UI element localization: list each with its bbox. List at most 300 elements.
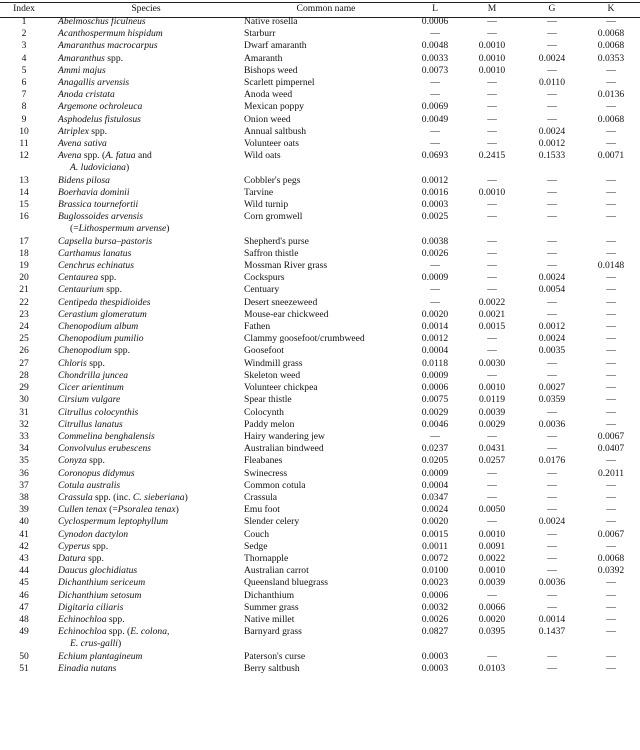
row-common-name: Starburr — [244, 28, 276, 40]
column-header-g: G — [548, 3, 556, 14]
species-line — [58, 284, 122, 295]
row-species — [48, 284, 244, 296]
row-species — [48, 333, 244, 345]
species-name-part: Cicer arientinum — [58, 382, 124, 394]
row-value-k: 0.0068 — [597, 552, 625, 564]
species-name-part: Bidens pilosa — [58, 174, 110, 186]
species-line — [58, 516, 168, 527]
row-value-l: — — [430, 296, 440, 308]
table-row — [0, 602, 640, 614]
row-value-g: — — [547, 369, 557, 381]
species-name-part: Citrullus lanatus — [58, 418, 123, 430]
row-common-name: Colocynth — [244, 406, 284, 418]
column-header-index: Index — [13, 3, 35, 14]
species-line — [58, 382, 124, 393]
row-value-g: — — [547, 565, 557, 577]
row-value-m: — — [487, 89, 497, 101]
row-common-name: Native millet — [244, 613, 295, 625]
row-value-l: 0.0016 — [421, 186, 449, 198]
row-common-name: Windmill grass — [244, 357, 303, 369]
table-row — [0, 468, 640, 480]
row-common-name: Scarlett pimpernel — [244, 77, 315, 89]
row-species — [48, 175, 244, 187]
row-value-l: 0.0347 — [421, 491, 449, 503]
row-value-g: — — [547, 186, 557, 198]
row-value-l: 0.0237 — [421, 443, 449, 455]
row-value-k: — — [606, 394, 616, 406]
table-row — [0, 187, 640, 199]
row-species — [48, 236, 244, 248]
row-common-name: Clammy goosefoot/crumbweed — [244, 333, 365, 345]
row-value-l: 0.0024 — [421, 504, 449, 516]
species-line — [58, 455, 105, 466]
row-value-l: 0.0011 — [421, 540, 449, 552]
row-common-name: Skeleton weed — [244, 369, 301, 381]
row-common-name: Crassula — [244, 491, 278, 503]
row-value-l: 0.0033 — [421, 52, 449, 64]
table-row — [0, 89, 640, 101]
row-index: 41 — [19, 528, 29, 540]
row-common-name: Australian bindweed — [244, 443, 324, 455]
row-index: 21 — [19, 284, 29, 296]
row-value-k: — — [606, 662, 616, 674]
row-value-m: — — [487, 491, 497, 503]
table-row — [0, 358, 640, 370]
row-species — [48, 541, 244, 553]
row-value-g: 0.0024 — [538, 52, 566, 64]
species-line — [58, 309, 147, 320]
species-table — [0, 2, 640, 675]
row-value-k: — — [606, 577, 616, 589]
row-value-k: — — [606, 321, 616, 333]
row-index: 28 — [19, 369, 29, 381]
table-row — [0, 211, 640, 235]
row-value-g: 0.0054 — [538, 284, 566, 296]
row-value-m: 0.0021 — [478, 308, 506, 320]
row-value-l: — — [430, 260, 440, 272]
row-value-m: — — [487, 345, 497, 357]
row-species — [48, 565, 244, 577]
row-value-l: 0.0032 — [421, 601, 449, 613]
table-row — [0, 236, 640, 248]
row-common-name: Wild turnip — [244, 199, 289, 211]
row-value-g: — — [547, 211, 557, 223]
table-row — [0, 504, 640, 516]
row-value-l: 0.0009 — [421, 467, 449, 479]
row-index: 39 — [19, 504, 29, 516]
species-line — [58, 614, 125, 625]
column-header-k: K — [607, 3, 615, 14]
row-value-m: 0.0103 — [478, 662, 506, 674]
row-value-g: — — [547, 479, 557, 491]
row-index: 23 — [19, 308, 29, 320]
table-row — [0, 370, 640, 382]
row-value-m: 0.0010 — [478, 40, 506, 52]
row-value-g: — — [547, 467, 557, 479]
row-index: 30 — [19, 394, 29, 406]
species-name-part: and — [135, 150, 152, 162]
row-value-m: 0.0431 — [478, 443, 506, 455]
row-value-l: 0.0003 — [421, 662, 449, 674]
row-value-g: 0.0036 — [538, 577, 566, 589]
row-index: 10 — [19, 125, 29, 137]
table-row — [0, 431, 640, 443]
row-common-name: Dwarf amaranth — [244, 40, 307, 52]
row-species — [48, 590, 244, 602]
row-value-l: 0.0069 — [421, 101, 449, 113]
row-common-name: Cockspurs — [244, 272, 285, 284]
row-index: 1 — [21, 16, 27, 27]
row-value-k: — — [606, 345, 616, 357]
species-name-part: , — [167, 626, 170, 638]
row-species — [48, 40, 244, 52]
row-value-m: — — [487, 138, 497, 150]
row-value-k: — — [606, 626, 616, 638]
species-line — [58, 480, 120, 491]
row-value-l: — — [430, 125, 440, 137]
species-name-part: ) — [184, 491, 188, 503]
species-line — [58, 40, 158, 51]
row-common-name: Saffron thistle — [244, 247, 299, 259]
row-value-m: — — [487, 333, 497, 345]
row-species — [48, 126, 244, 138]
species-name-part: Echinochloa — [58, 613, 107, 625]
species-name-part: Capsella bursa–pastoris — [58, 235, 153, 247]
species-name-part: Argemone ochroleuca — [58, 101, 143, 113]
row-value-g: — — [547, 504, 557, 516]
species-line — [58, 260, 134, 271]
species-name-part: Dichanthium setosum — [58, 589, 142, 601]
table-row — [0, 614, 640, 626]
row-value-l: 0.0072 — [421, 552, 449, 564]
species-line — [58, 419, 123, 430]
species-name-part: spp. — [89, 540, 109, 552]
row-value-k: 0.0353 — [597, 52, 625, 64]
species-line — [58, 89, 115, 100]
row-value-l: 0.0012 — [421, 174, 449, 186]
row-species — [48, 77, 244, 89]
row-value-m: — — [487, 589, 497, 601]
species-line — [58, 529, 128, 540]
species-line — [58, 199, 138, 210]
species-name-part: Abelmoschus ficulneus — [58, 16, 146, 27]
species-line — [58, 28, 163, 39]
species-name-part: Brassica tournefortii — [58, 199, 139, 211]
row-common-name: Volunteer oats — [244, 138, 299, 150]
species-name-part: ) — [117, 638, 122, 650]
row-value-l: 0.0693 — [421, 150, 449, 162]
row-index: 2 — [21, 28, 27, 40]
row-value-k: 0.0067 — [597, 430, 625, 442]
row-value-k: — — [606, 186, 616, 198]
row-value-k: — — [606, 369, 616, 381]
row-index: 35 — [19, 455, 29, 467]
species-line — [58, 553, 104, 564]
species-name-part: ) — [175, 504, 179, 516]
row-value-g: — — [547, 662, 557, 674]
table-row — [0, 394, 640, 406]
row-value-k: — — [606, 479, 616, 491]
row-value-k: 0.0068 — [597, 113, 625, 125]
species-line — [58, 236, 152, 247]
species-line-continued — [58, 162, 244, 174]
row-value-k: — — [606, 174, 616, 186]
row-common-name: Shepherd's purse — [244, 235, 309, 247]
row-value-l: 0.0004 — [421, 345, 449, 357]
column-header-species: Species — [131, 3, 161, 14]
row-index: 46 — [19, 589, 29, 601]
row-value-m: 0.0257 — [478, 455, 506, 467]
row-value-l: 0.0038 — [421, 235, 449, 247]
table-row — [0, 492, 640, 504]
row-index: 16 — [19, 211, 29, 223]
row-common-name: Summer grass — [244, 601, 299, 613]
table-row — [0, 126, 640, 138]
row-species — [48, 150, 244, 174]
row-value-l: 0.0205 — [421, 455, 449, 467]
row-species — [48, 199, 244, 211]
row-value-m: — — [487, 516, 497, 528]
row-value-k: — — [606, 308, 616, 320]
species-line — [58, 150, 152, 161]
row-index: 12 — [19, 150, 29, 162]
species-line — [58, 321, 138, 332]
row-common-name: Annual saltbush — [244, 125, 307, 137]
row-value-g: 0.1533 — [538, 150, 566, 162]
row-value-m: 0.0066 — [478, 601, 506, 613]
row-value-g: 0.0012 — [538, 321, 566, 333]
row-value-l: — — [430, 138, 440, 150]
row-value-g: — — [547, 552, 557, 564]
row-value-k: 0.0067 — [597, 528, 625, 540]
row-value-l: 0.0029 — [421, 406, 449, 418]
species-name-part: ) — [166, 223, 170, 235]
row-value-m: 0.0010 — [478, 528, 506, 540]
row-species — [48, 443, 244, 455]
row-index: 31 — [19, 406, 29, 418]
row-value-g: — — [547, 357, 557, 369]
row-value-m: 0.0091 — [478, 540, 506, 552]
row-index: 22 — [19, 296, 29, 308]
row-value-k: — — [606, 455, 616, 467]
row-species — [48, 309, 244, 321]
species-name-part: Acanthospermum hispidum — [58, 28, 163, 40]
row-value-m: — — [487, 77, 497, 89]
species-name-part: Ammi majus — [58, 64, 106, 76]
row-index: 4 — [21, 52, 27, 64]
row-value-m: — — [487, 272, 497, 284]
species-name-part: Cotula australis — [58, 479, 121, 491]
row-value-k: — — [606, 613, 616, 625]
row-common-name: Barnyard grass — [244, 626, 302, 638]
row-value-g: — — [547, 40, 557, 52]
species-line — [58, 651, 142, 662]
table-row — [0, 565, 640, 577]
row-value-m: — — [487, 174, 497, 186]
table-row — [0, 480, 640, 492]
row-value-l: 0.0020 — [421, 308, 449, 320]
row-value-g: 0.1437 — [538, 626, 566, 638]
table-row — [0, 77, 640, 89]
table-row — [0, 419, 640, 431]
row-species — [48, 504, 244, 516]
row-common-name: Tarvine — [244, 186, 274, 198]
row-common-name: Fathen — [244, 321, 271, 333]
species-name-part: Asphodelus fistulosus — [58, 113, 141, 125]
row-common-name: Fleabanes — [244, 455, 283, 467]
species-name-part: Chondrilla juncea — [58, 369, 129, 381]
row-value-l: 0.0003 — [421, 199, 449, 211]
species-name-part: Centaurea — [58, 272, 99, 284]
row-value-l: 0.0009 — [421, 369, 449, 381]
species-line — [58, 492, 188, 503]
table-row — [0, 651, 640, 663]
row-value-k: — — [606, 296, 616, 308]
row-value-l: — — [430, 77, 440, 89]
table-row — [0, 101, 640, 113]
species-name-part: spp. — [86, 455, 105, 467]
row-value-l: 0.0025 — [421, 211, 449, 223]
row-index: 20 — [19, 272, 29, 284]
row-index: 42 — [19, 540, 29, 552]
row-value-m: 0.0050 — [478, 504, 506, 516]
species-line — [58, 114, 141, 125]
species-line — [58, 138, 107, 149]
row-index: 24 — [19, 321, 29, 333]
row-species — [48, 187, 244, 199]
row-value-k: — — [606, 333, 616, 345]
row-common-name: Volunteer chickpea — [244, 382, 318, 394]
row-value-k: — — [606, 516, 616, 528]
row-species — [48, 16, 244, 28]
row-value-g: — — [547, 28, 557, 40]
row-index: 26 — [19, 345, 29, 357]
row-common-name: Berry saltbush — [244, 662, 300, 674]
row-value-k: — — [606, 650, 616, 662]
row-value-l: — — [430, 430, 440, 442]
row-common-name: Onion weed — [244, 113, 291, 125]
row-species — [48, 138, 244, 150]
row-value-m: 0.0022 — [478, 552, 506, 564]
species-name-part: Boerhavia dominii — [58, 186, 130, 198]
species-name-part: E. crus-galli — [70, 638, 118, 650]
species-line — [58, 663, 116, 674]
row-value-l: 0.0020 — [421, 516, 449, 528]
row-index: 7 — [21, 89, 27, 101]
row-common-name: Paddy melon — [244, 418, 295, 430]
species-name-part: spp. (inc. — [92, 491, 133, 503]
row-index: 3 — [21, 40, 27, 52]
table-row — [0, 199, 640, 211]
species-line — [58, 53, 123, 64]
row-common-name: Desert sneezeweed — [244, 296, 318, 308]
row-value-m: — — [487, 211, 497, 223]
row-index: 15 — [19, 199, 29, 211]
row-value-m: — — [487, 28, 497, 40]
table-row — [0, 590, 640, 602]
row-common-name: Native rosella — [244, 16, 298, 27]
table-row — [0, 53, 640, 65]
row-index: 25 — [19, 333, 29, 345]
species-name-part: C. sieberiana — [132, 491, 185, 503]
row-value-g: 0.0035 — [538, 345, 566, 357]
row-species — [48, 248, 244, 260]
species-name-part: E. colona — [130, 626, 167, 638]
species-name-part: spp. — [111, 345, 130, 357]
table-row — [0, 65, 640, 77]
row-value-g: — — [547, 260, 557, 272]
species-name-part: ) — [125, 162, 130, 174]
row-value-l: 0.0004 — [421, 479, 449, 491]
row-value-g: 0.0110 — [538, 77, 566, 89]
row-index: 33 — [19, 430, 29, 442]
column-header-common-name: Common name — [296, 3, 356, 14]
table-row — [0, 443, 640, 455]
species-name-part: Crassula — [58, 491, 93, 503]
table-row — [0, 407, 640, 419]
row-value-g: 0.0024 — [538, 272, 566, 284]
row-value-g: — — [547, 650, 557, 662]
row-value-k: — — [606, 235, 616, 247]
row-species — [48, 468, 244, 480]
row-common-name: Couch — [244, 528, 270, 540]
row-common-name: Australian carrot — [244, 565, 309, 577]
row-value-g: — — [547, 235, 557, 247]
row-value-m: — — [487, 125, 497, 137]
row-value-m: — — [487, 113, 497, 125]
row-species — [48, 65, 244, 77]
species-name-part: Psoralea tenax — [117, 504, 176, 516]
row-common-name: Common cotula — [244, 479, 306, 491]
species-line — [58, 565, 137, 576]
row-common-name: Slender celery — [244, 516, 300, 528]
row-common-name: Bishops weed — [244, 64, 298, 76]
species-line — [58, 394, 120, 405]
table-row — [0, 28, 640, 40]
row-value-k: — — [606, 64, 616, 76]
species-name-part: Echinochloa — [58, 626, 107, 638]
table-row — [0, 297, 640, 309]
table-body — [0, 16, 640, 675]
species-name-part: Dichanthium sericeum — [58, 577, 146, 589]
table-row — [0, 114, 640, 126]
row-value-g: 0.0014 — [538, 613, 566, 625]
row-value-g: — — [547, 491, 557, 503]
row-value-k: — — [606, 418, 616, 430]
row-common-name: Swinecress — [244, 467, 288, 479]
row-value-g: — — [547, 64, 557, 76]
row-value-k: — — [606, 601, 616, 613]
row-species — [48, 577, 244, 589]
species-name-part: Cullen tenax — [58, 504, 107, 516]
row-common-name: Thornapple — [244, 552, 289, 564]
row-species — [48, 260, 244, 272]
row-species — [48, 480, 244, 492]
row-common-name: Goosefoot — [244, 345, 284, 357]
table-row — [0, 455, 640, 467]
row-index: 47 — [19, 601, 29, 613]
species-name-part: Cynodon dactylon — [58, 528, 129, 540]
row-value-k: 0.0071 — [597, 150, 625, 162]
species-name-part: Chenopodium pumilio — [58, 333, 144, 345]
row-value-g: — — [547, 601, 557, 613]
row-value-k: — — [606, 406, 616, 418]
species-name-part: Anoda cristata — [58, 89, 115, 101]
species-name-part: Digitaria ciliaris — [58, 601, 124, 613]
row-value-k: — — [606, 504, 616, 516]
row-value-g: — — [547, 430, 557, 442]
species-name-part: Datura — [58, 552, 86, 564]
